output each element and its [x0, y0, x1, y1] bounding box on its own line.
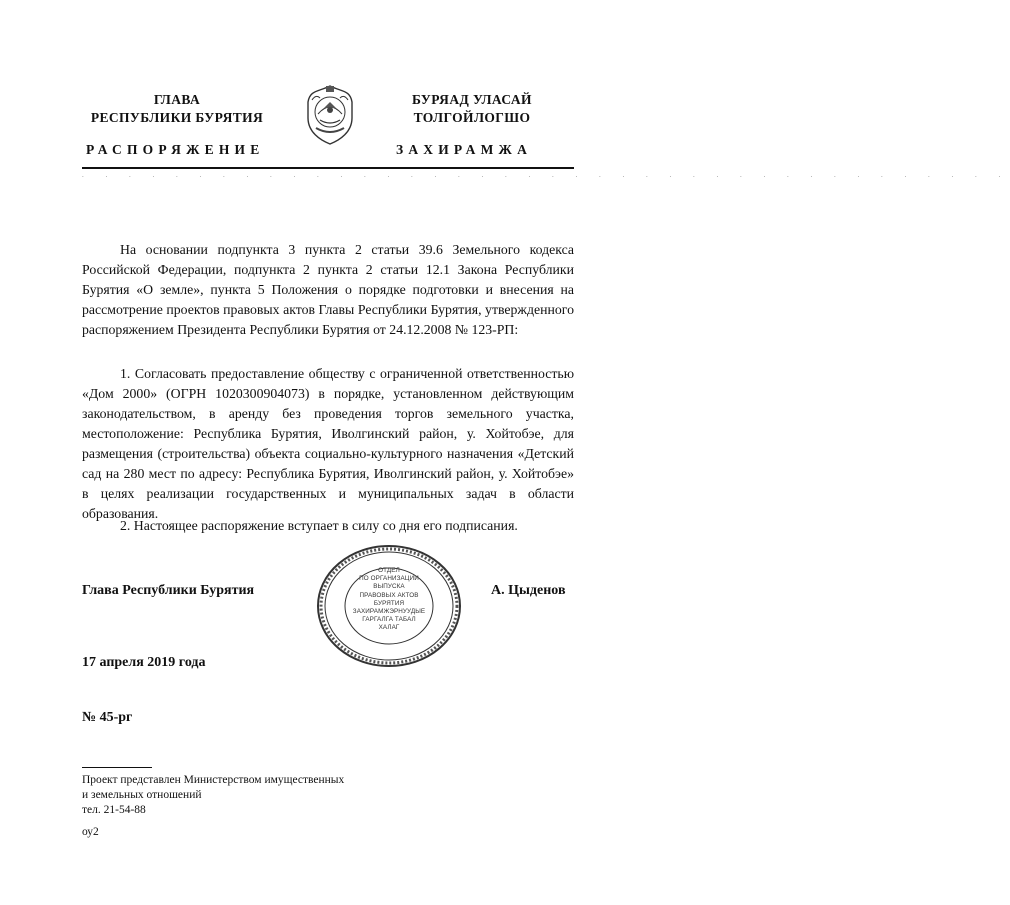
stamp-line: ОТДЕЛ: [378, 567, 400, 574]
stamp-line: ПО ОРГАНИЗАЦИИ: [359, 575, 419, 583]
header-left-subtitle: РЕСПУБЛИКИ БУРЯТИЯ: [90, 110, 264, 125]
header-right-subtitle: ТОЛГОЙЛОГШО: [413, 110, 531, 125]
footer-note: [82, 773, 482, 818]
item-1-paragraph: 1. Согласовать предоставление обществу с ограниченной ответственностью «Дом 2000» (ОГРН 1020300904073) в порядке, установленном действующим законодательством, в аренду без проведения торгов земельного участка, местоположение: Республика Бурятия, Иволгинский район, у. Хойтобэе, для размещения (строительства) объекта социально-культурного назначения «Детский сад на 280 мест по адресу: Республика Бурятия, Иволгинский район, у. Хойтобэе» в целях реализации государственных и муниципальных задач в области образования.: [82, 366, 574, 521]
header-left-title: ГЛАВА: [153, 92, 201, 107]
stamp-line: ЗАХИРАМЖЭРНУУДЫЕ: [352, 608, 426, 616]
stamp-line: БУРЯТИЯ: [373, 599, 405, 607]
footer-line: Проект представлен Министерством имущественных: [82, 774, 345, 786]
stamp-line: ГАРГАЛГА ТАБАЛ: [362, 616, 416, 624]
footer-phone: тел. 21-54-88: [82, 804, 146, 816]
stamp-text: [349, 567, 429, 633]
document-number: № 45-рг: [82, 710, 133, 725]
doc-type-right: ЗАХИРАМЖА: [396, 142, 533, 157]
signatory-position: Глава Республики Бурятия: [82, 583, 255, 598]
header-rule: [82, 167, 574, 169]
stamp-line: ПРАВОВЫХ АКТОВ: [359, 591, 419, 599]
round-seal-stamp: [315, 543, 463, 669]
header-left: [82, 91, 272, 127]
document-date: 17 апреля 2019 года: [82, 655, 206, 670]
header-dotted-line: . . . . . . . . . . . . . . . . . . . . . . . . . . . . . . . . . . . . . . . .: [82, 171, 1010, 179]
stamp-line: ХАЛАГ: [378, 624, 400, 632]
stamp-line: ВЫПУСКА: [373, 583, 405, 591]
coat-of-arms-icon: [298, 82, 362, 146]
header-right-title: БУРЯАД УЛАСАЙ: [412, 92, 532, 107]
footer-code: оу2: [82, 826, 99, 838]
item-2-paragraph: 2. Настоящее распоряжение вступает в силу со дня его подписания.: [120, 518, 518, 533]
signatory-name: А. Цыденов: [491, 583, 566, 598]
doc-type-left: РАСПОРЯЖЕНИЕ: [86, 142, 265, 157]
header-right: [372, 91, 572, 127]
footer-line: и земельных отношений: [82, 789, 202, 801]
footer-rule: [82, 767, 152, 768]
preamble-paragraph: На основании подпункта 3 пункта 2 статьи 39.6 Земельного кодекса Российской Федерации, подпункта 2 пункта 2 статьи 12.1 Закона Республики Бурятия «О земле», пункта 5 Положения о порядке подготовки и внесения на рассмотрение проектов правовых актов Главы Республики Бурятия, утвержденного распоряжением Президента Республики Бурятия от 24.12.2008 № 123-РП:: [82, 242, 574, 337]
